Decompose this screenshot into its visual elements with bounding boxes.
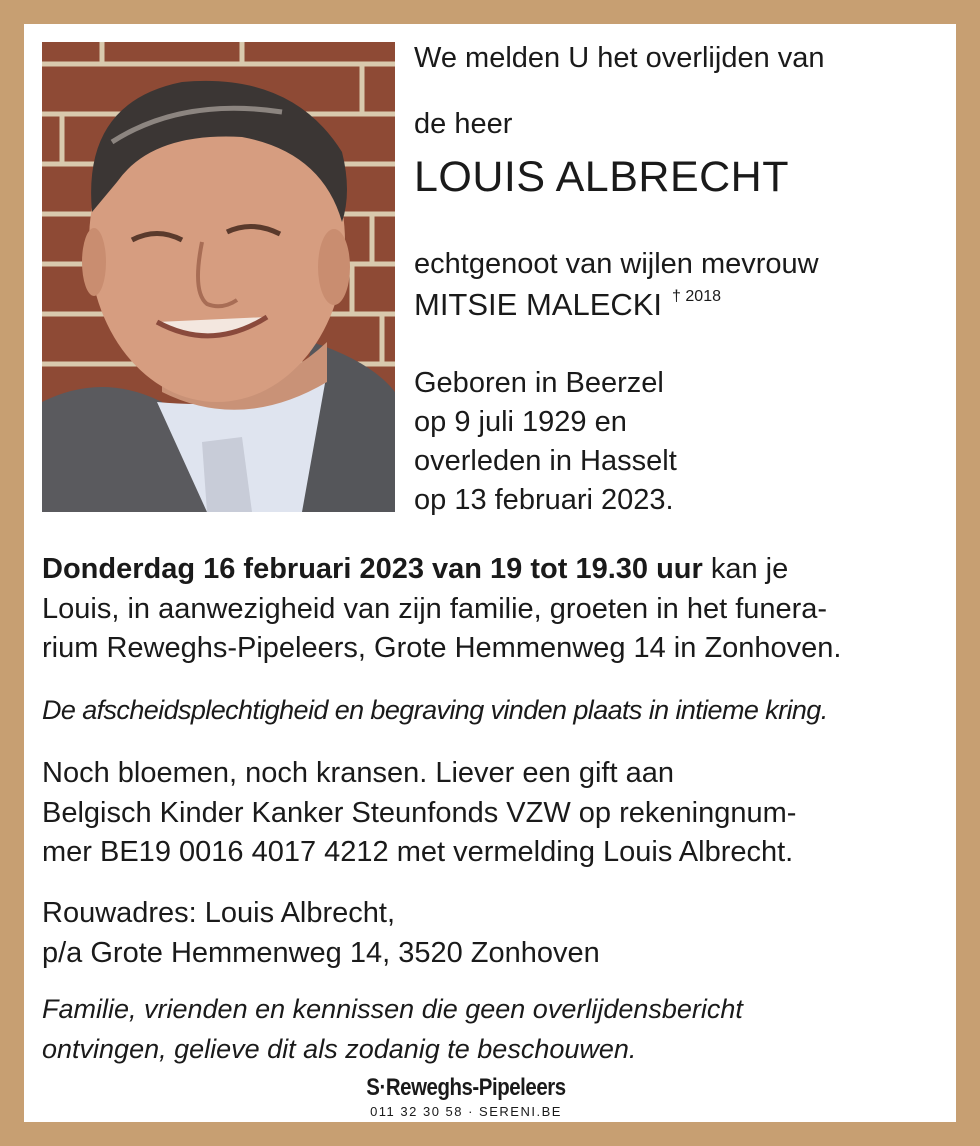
funeral-home-contact: 011 32 30 58 · SERENI.BE [370,1104,562,1119]
donation-text: mer BE19 0016 4017 4212 met vermelding Louis Albrecht. [42,836,794,868]
deceased-name: LOUIS ALBRECHT [414,153,789,201]
visitation-text: rium Reweghs-Pipeleers, Grote Hemmenweg 14 in Zonhoven. [42,632,842,664]
honorific: de heer [414,108,513,140]
visitation-text: Louis, in aanwezigheid van zijn familie, groeten in het funera- [42,592,828,625]
spouse-name-line [414,284,721,332]
mourning-address [42,894,942,973]
obituary-card [24,24,956,1122]
address-line: Rouwadres: Louis Albrecht, [42,897,396,929]
closing-line: ontvingen, gelieve dit als zodanig te beschouwen. [42,1034,637,1064]
bio-line: overleden in Hasselt [414,445,677,477]
spouse-label: echtgenoot van wijlen mevrouw [414,248,819,280]
closing-note [42,989,942,1069]
visitation-text: kan je [702,553,789,585]
visitation-paragraph [42,550,942,669]
funeral-home-logo: S·Reweghs-Pipeleers [366,1074,566,1101]
bio-line: op 13 februari 2023. [414,484,674,516]
bio-line: Geboren in Beerzel [414,367,664,399]
donation-paragraph [42,754,942,873]
intro-line: We melden U het overlijden van [414,42,825,74]
address-line: p/a Grote Hemmenweg 14, 3520 Zonhoven [42,936,600,969]
spouse-name: MITSIE MALECKI [414,287,663,322]
portrait-photo [42,42,395,512]
spouse-death-year: † 2018 [672,288,721,305]
donation-text: Belgisch Kinder Kanker Steunfonds VZW op rekeningnum- [42,796,797,829]
donation-text: Noch bloemen, noch kransen. Liever een gift aan [42,757,674,789]
biography [414,364,677,520]
ceremony-note [42,691,942,731]
closing-line: Familie, vrienden en kennissen die geen overlijdensbericht [42,994,743,1024]
funeral-home-footer [289,1074,643,1122]
ceremony-text: De afscheidsplechtigheid en begraving vinden plaats in intieme kring. [42,695,828,725]
visitation-datetime: Donderdag 16 februari 2023 van 19 tot 19.30 uur [42,553,703,585]
bio-line: op 9 juli 1929 en [414,406,627,438]
